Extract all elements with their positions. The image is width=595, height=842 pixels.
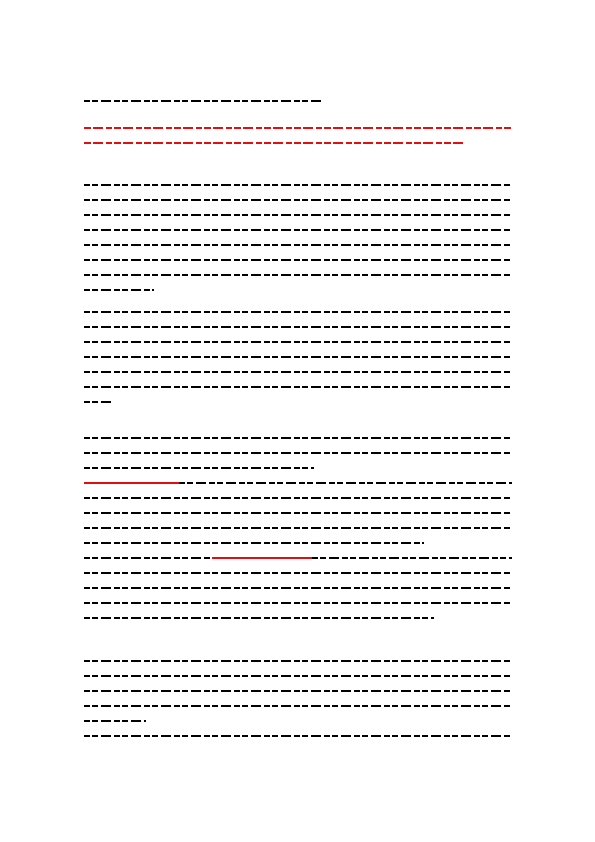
paragraph-3 [84, 437, 512, 632]
paragraph-1 [84, 184, 512, 304]
paragraph-2 [84, 311, 512, 416]
heading-block [84, 127, 512, 157]
paragraph-4 [84, 660, 512, 750]
page-header-line [84, 100, 324, 115]
